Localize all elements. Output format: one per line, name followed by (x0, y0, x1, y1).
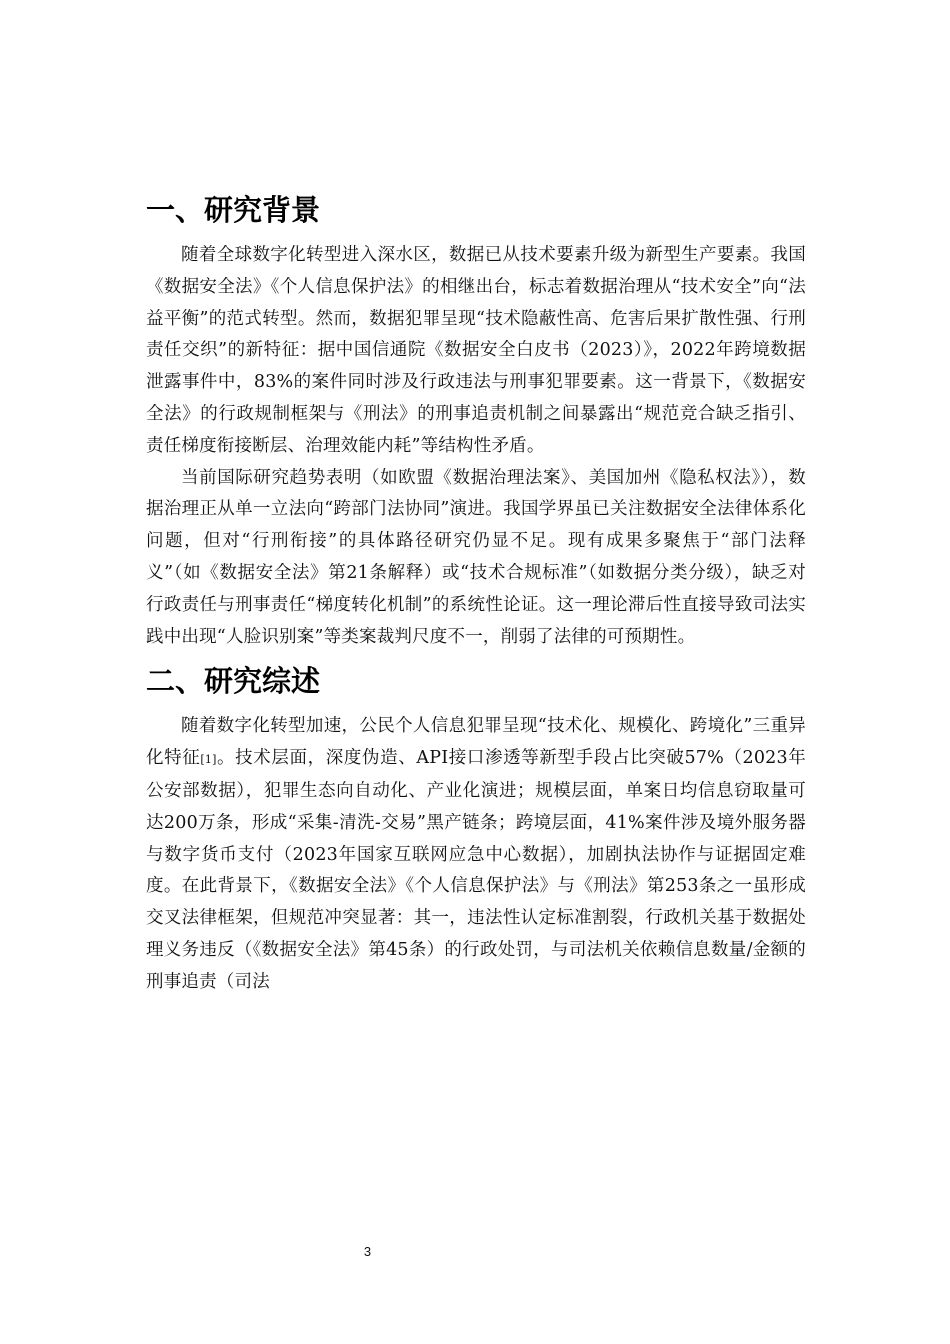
paragraph: 随着全球数字化转型进入深水区，数据已从技术要素升级为新型生产要素。我国《数据安全法》《个人信息保护法》的相继出台，标志着数据治理从“技术安全”向“法益平衡”的范式转型。然而，数据犯罪呈现“技术隐蔽性高、危害后果扩散性强、行刑责任交织”的新特征：据中国信通院《数据安全白皮书（2023）》，2022年跨境数据泄露事件中，83%的案件同时涉及行政违法与刑事犯罪要素。这一背景下，《数据安全法》的行政规制框架与《刑法》的刑事追责机制之间暴露出“规范竞合缺乏指引、责任梯度衔接断层、治理效能内耗”等结构性矛盾。 (146, 245, 806, 456)
section-heading-review: 二、研究综述 (146, 664, 321, 699)
section-heading-background: 一、研究背景 (146, 193, 321, 227)
page-content (146, 190, 806, 999)
paragraph-text: 。技术层面，深度伪造、API接口渗透等新型手段占比突破57%（2023年公安部数据），犯罪生态向自动化、产业化演进；规模层面，单案日均信息窃取量可达200万条，形成“采集-清洗-交易”黑产链条；跨境层面，41%案件涉及境外服务器与数字货币支付（2023年国家互联网应急中心数据），加剧执法协作与证据固定难度。在此背景下，《数据安全法》《个人信息保护法》与《刑法》第253条之一虽形成交叉法律框架，但规范冲突显著：其一，违法性认定标准割裂，行政机关基于数据处理义务违反（《数据安全法》第45条）的行政处罚，与司法机关依赖信息数量/金额的刑事追责（司法 (146, 748, 806, 992)
paragraph: 当前国际研究趋势表明（如欧盟《数据治理法案》、美国加州《隐私权法》），数据治理正从单一立法向“跨部门法协同”演进。我国学界虽已关注数据安全法律体系化问题，但对“行刑衔接”的具体路径研究仍显不足。现有成果多聚焦于“部门法释义”（如《数据安全法》第21条解释）或“技术合规标准”（如数据分类分级），缺乏对行政责任与刑事责任“梯度转化机制”的系统性论证。这一理论滞后性直接导致司法实践中出现“人脸识别案”等类案裁判尺度不一，削弱了法律的可预期性。 (146, 467, 806, 647)
paragraph (146, 711, 806, 998)
citation-marker[interactable]: [1] (200, 753, 217, 767)
page-number: 3 (363, 1244, 372, 1259)
paragraph-text: 随着数字化转型加速，公民个人信息犯罪呈现“技术化、规模化、跨境化”三重异化特征 (146, 716, 806, 769)
